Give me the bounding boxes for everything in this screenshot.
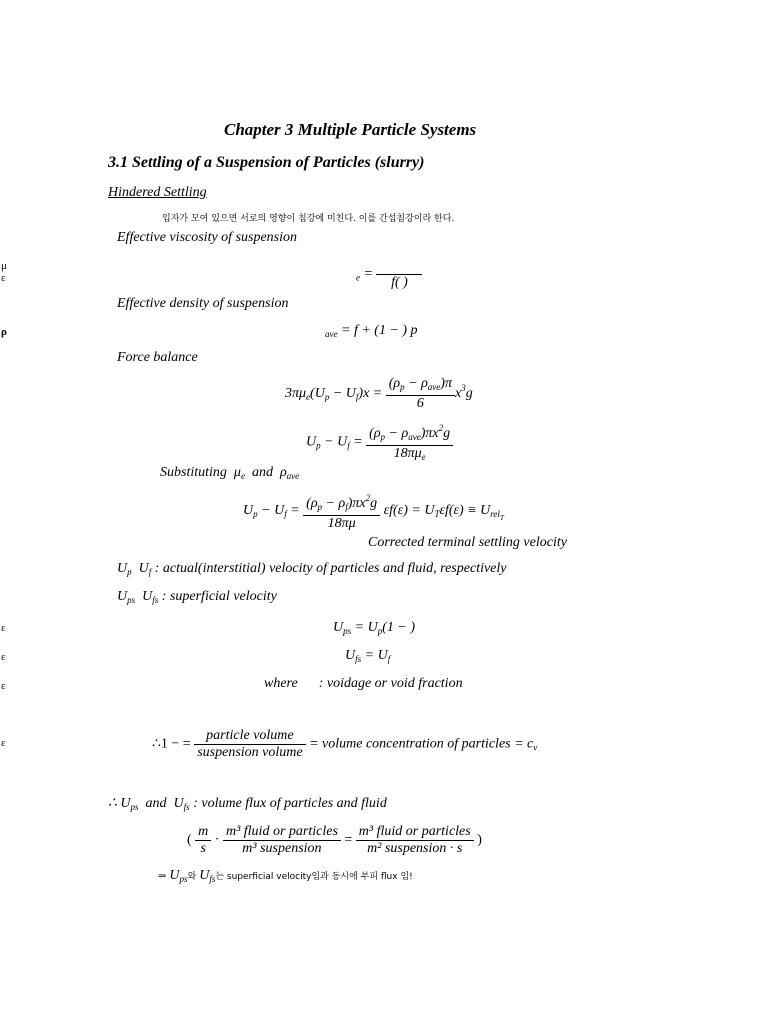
eq-ufs-rhs: = U	[364, 648, 388, 663]
flux-text: : volume flux of particles and fluid	[193, 796, 387, 811]
volume-flux-line	[108, 795, 387, 812]
eq-force-balance	[285, 376, 473, 412]
superficial-ups: U	[117, 589, 128, 604]
eq-subst-num3: )πx	[347, 496, 366, 511]
eq-units-f3-num: m³ fluid or particles	[356, 824, 474, 841]
eq-force2-num: (ρ	[369, 426, 381, 441]
flux-u2: U	[173, 796, 184, 811]
eq-force1-lhs-sub: e	[306, 392, 311, 403]
eq-viscosity	[356, 258, 422, 291]
where-text: where	[264, 676, 298, 691]
eq-viscosity-frac	[376, 258, 422, 291]
eq-force1-lhs: 3πμ	[285, 386, 307, 402]
eq-ups-lhs-sub: ps	[343, 626, 352, 636]
substituting-text: Substituting	[160, 465, 227, 480]
eq-units-f2-den: m³ suspension	[242, 841, 322, 856]
final-note-ufs: U	[199, 868, 210, 883]
eq-volconc-lhs: ∴1 − =	[152, 736, 191, 752]
final-note-arrow: ⇒	[158, 871, 167, 882]
eq-subst-num-sup: 2	[365, 493, 371, 503]
eq-force2-num-sub1: p	[380, 432, 386, 442]
eq-units-frac3	[356, 824, 474, 857]
eq-volconc-num: particle volume	[194, 728, 305, 745]
eq-ups-rhs: = U	[354, 620, 378, 635]
eq-force2-num2: − ρ	[385, 426, 409, 441]
eq-viscosity-sub: e	[356, 272, 360, 283]
eq-density-sub: ave	[325, 329, 338, 339]
flux-sub2: fs	[183, 802, 190, 812]
superficial-ups-sub: ps	[127, 595, 136, 605]
eq-ufs-rhs-sub: f	[387, 654, 391, 664]
eq-force2-lhs: U	[306, 434, 317, 450]
flux-and: and	[145, 796, 167, 811]
voidage-definition	[264, 676, 463, 692]
eq-ups-rhs2: (1 − )	[382, 620, 415, 635]
superficial-ufs: U	[142, 589, 153, 604]
eq-subst-tail: εf(ε) = U	[383, 503, 435, 519]
eq-force1-frac	[386, 376, 455, 412]
eq-units-f2-num: m³ fluid or particles	[223, 824, 341, 841]
eq-force2-lhs-sub2: f	[347, 440, 350, 451]
substituting-mu: μ	[233, 465, 241, 480]
eq-units-open: (	[187, 832, 192, 848]
final-note-ufs-sub: fs	[209, 874, 216, 884]
eq-force1-mid2: − U	[329, 386, 356, 402]
eq-force1-tail: x	[454, 386, 462, 402]
eq-subst-tail-sub2: rel	[490, 509, 500, 520]
eq-subst-num-sub2: f	[345, 502, 348, 512]
eq-ups	[333, 620, 415, 636]
eq-force2-lhs2: − U	[320, 434, 348, 450]
final-note	[158, 868, 413, 884]
superficial-velocity-text: : superficial velocity	[161, 589, 277, 604]
eq-force2-num-sub2: ave	[408, 432, 421, 442]
voidage-text: : voidage or void fraction	[318, 676, 463, 691]
superficial-velocity-line	[117, 589, 277, 605]
substituting-rho: ρ	[279, 465, 287, 480]
actual-up-sub: p	[127, 567, 132, 577]
effective-viscosity-label: Effective viscosity of suspension	[117, 230, 298, 245]
eq-force1-tail-sup: 3	[461, 383, 466, 394]
eq-subst-lhs-sub2: f	[284, 509, 287, 520]
eq-units-f1-den: s	[200, 841, 206, 856]
final-note-wa: 와	[187, 872, 197, 882]
margin-mark-mu: μ	[1, 260, 7, 272]
eq-subst-eq: =	[286, 503, 300, 519]
substituting-line	[160, 465, 299, 481]
final-note-ups-sub: ps	[179, 874, 188, 884]
eq-force1-sub-p: p	[324, 392, 330, 403]
eq-force1-num-sub1: p	[400, 382, 405, 392]
margin-mark-epsilon: ε	[1, 651, 6, 663]
korean-note: 입자가 모여 있으면 서로의 영향이 침강에 미친다. 이를 간섭침강이라 한다.	[162, 214, 455, 224]
actual-uf: U	[138, 561, 149, 576]
eq-force2-num4: g	[443, 426, 451, 441]
eq-relative-velocity	[306, 420, 453, 465]
eq-units-close: )	[477, 832, 482, 848]
eq-force1-den: 6	[416, 396, 424, 411]
eq-force2-den: 18πμ	[393, 446, 422, 461]
eq-units-f3-den: m² suspension · s	[367, 841, 463, 856]
eq-ups-rhs-sub: p	[377, 626, 383, 636]
eq-viscosity-equals: =	[363, 266, 373, 282]
eq-substituted	[243, 490, 504, 532]
eq-volconc-den: suspension volume	[197, 745, 303, 760]
eq-force2-lhs-sub: p	[316, 440, 321, 451]
eq-subst-tail-sub: T	[434, 509, 440, 520]
eq-force2-num3: )πx	[420, 426, 439, 441]
eq-units-frac1	[195, 824, 211, 857]
eq-subst-tail-sub3: T	[499, 514, 504, 523]
section-title: 3.1 Settling of a Suspension of Particles (slurry)	[108, 154, 425, 171]
eq-force1-mid3: )x =	[358, 386, 383, 402]
eq-subst-lhs2: − U	[257, 503, 285, 519]
eq-subst-num2: − ρ	[322, 496, 346, 511]
margin-mark-rho: ρ	[1, 326, 7, 338]
eq-ups-lhs: U	[333, 620, 344, 635]
eq-subst-lhs: U	[243, 503, 254, 519]
eq-subst-tail2: εf(ε) ≡ U	[439, 503, 491, 519]
final-note-text: 는 superficial velocity임과 동시에 부피 flux 임!	[215, 872, 413, 882]
eq-volconc-rhs-sub: v	[533, 742, 538, 753]
margin-mark-epsilon: ε	[1, 272, 6, 284]
effective-density-label: Effective density of suspension	[117, 296, 289, 311]
actual-velocity-line	[117, 561, 507, 577]
eq-volconc-rhs: = volume concentration of particles = c	[309, 736, 534, 752]
actual-up: U	[117, 561, 128, 576]
actual-velocity-text: : actual(interstitial) velocity of particles and fluid, respectively	[154, 561, 507, 576]
eq-force1-num-sub2: ave	[427, 382, 441, 392]
eq-units-eq: =	[344, 832, 353, 848]
eq-force1-sub-f: f	[355, 392, 359, 403]
force-balance-label: Force balance	[117, 350, 198, 365]
eq-force1-num2: − ρ	[404, 376, 428, 391]
eq-subst-num-sub1: p	[317, 502, 323, 512]
superficial-ufs-sub: fs	[152, 595, 159, 605]
eq-subst-frac	[303, 490, 380, 532]
eq-units-dot: ·	[214, 832, 220, 848]
eq-force2-num-sup: 2	[438, 423, 444, 433]
eq-subst-num4: g	[370, 496, 378, 511]
eq-subst-lhs-sub: p	[253, 509, 258, 520]
eq-viscosity-den: f( )	[391, 275, 408, 290]
eq-volume-concentration	[152, 728, 537, 761]
eq-ufs-lhs: U	[345, 648, 356, 663]
eq-force1-mid: (U	[310, 386, 325, 402]
eq-force1-num3: )π	[440, 376, 452, 391]
actual-uf-sub: f	[148, 567, 152, 577]
substituting-mu-sub: e	[240, 471, 245, 481]
chapter-title: Chapter 3 Multiple Particle Systems	[224, 120, 477, 139]
eq-units	[187, 824, 482, 857]
eq-force2-den-sub: e	[421, 452, 426, 462]
corrected-velocity-label: Corrected terminal settling velocity	[368, 535, 567, 550]
final-note-ups: U	[169, 868, 180, 883]
eq-force2-eq: =	[349, 434, 363, 450]
eq-volconc-frac	[194, 728, 305, 761]
flux-prefix: ∴ U	[108, 796, 131, 811]
eq-force1-num: (ρ	[388, 376, 401, 391]
eq-density-rhs: = f + (1 − ) p	[341, 323, 418, 338]
eq-density	[325, 323, 418, 339]
eq-subst-den: 18πμ	[327, 516, 356, 531]
eq-force2-frac	[366, 420, 453, 465]
hindered-settling-heading: Hindered Settling	[108, 185, 207, 200]
eq-units-f1-num: m	[195, 824, 211, 841]
flux-sub1: ps	[130, 802, 139, 812]
substituting-rho-sub: ave	[286, 471, 300, 481]
eq-ufs	[345, 648, 390, 664]
substituting-and: and	[251, 465, 273, 480]
eq-force1-tail2: g	[465, 386, 473, 402]
margin-mark-epsilon: ε	[1, 737, 6, 749]
margin-mark-epsilon: ε	[1, 680, 6, 692]
eq-ufs-lhs-sub: fs	[355, 654, 362, 664]
eq-subst-num: (ρ	[306, 496, 318, 511]
margin-mark-epsilon: ε	[1, 622, 6, 634]
eq-units-frac2	[223, 824, 341, 857]
